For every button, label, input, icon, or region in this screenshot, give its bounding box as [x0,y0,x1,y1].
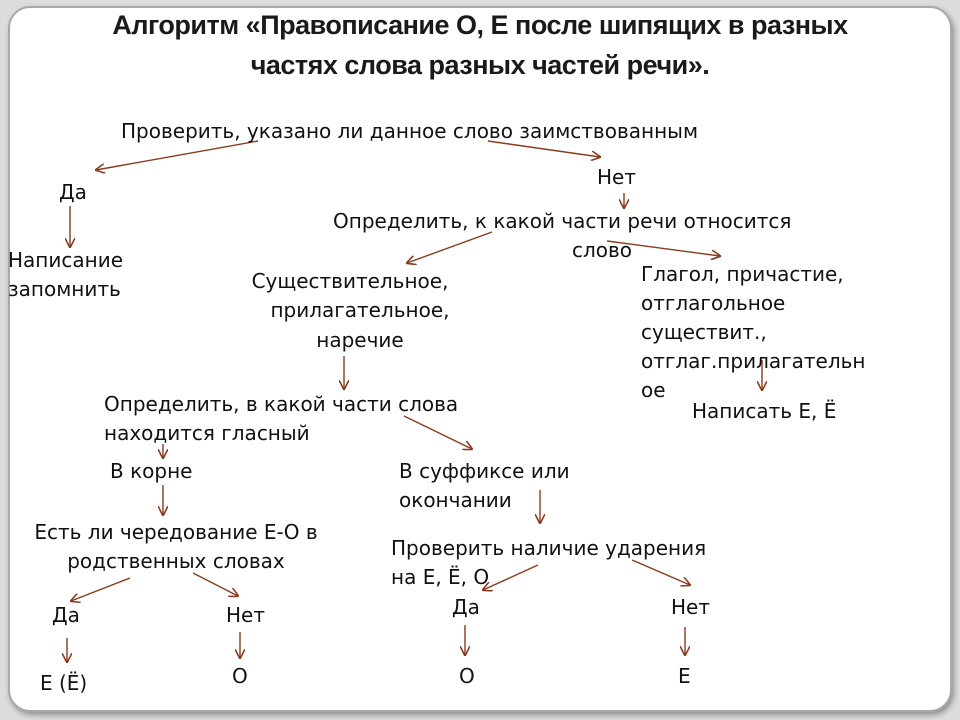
node-verb-group-line-3: существит., [641,320,767,344]
arrow-alternation-to-no [193,573,238,596]
node-noun-group-line-1: Существительное, [251,269,449,293]
arrow-check-to-yes [96,141,258,170]
arrow-stress-to-yes [483,565,538,590]
node-stress-yes: Да [452,595,480,619]
arrow-alternation-to-yes [71,578,130,601]
title-line-1: Алгоритм «Правописание О, Е после шипящих в разных [112,10,848,40]
node-verb-group-line-5: ое [641,378,666,402]
node-stress-no: Нет [671,595,710,619]
node-result-e: Е [678,664,691,688]
node-result-e-yo: Е (Ё) [40,671,88,695]
node-result-o-stress: О [459,664,475,688]
node-in-suffix-line-2: окончании [399,488,512,512]
node-determine-pos-line-2: слово [572,238,633,262]
node-alt-yes: Да [52,603,80,627]
node-check-stress-line-2: на Е, Ё, О [391,565,490,589]
node-noun-group-line-3: наречие [316,328,404,352]
node-yes-borrowed: Да [59,180,87,204]
node-write-e: Написать Е, Ё [692,399,837,423]
arrow-part-to-suffix [404,416,472,449]
node-no-borrowed: Нет [597,165,636,189]
arrow-pos-to-noun [407,232,492,263]
node-alt-no: Нет [226,603,265,627]
node-result-o-alt: О [232,664,248,688]
arrow-stress-to-no [632,560,690,585]
node-noun-group-line-2: прилагательное, [270,298,450,322]
node-determine-part-line-2: находится гласный [104,421,310,445]
node-verb-group-line-2: отглагольное [641,291,786,315]
node-check-borrowed: Проверить, указано ли данное слово заимствованным [121,119,699,143]
node-check-stress-line-1: Проверить наличие ударения [391,536,707,560]
node-in-root: В корне [110,459,193,483]
node-in-suffix-line-1: В суффиксе или [399,459,570,483]
node-alternation-line-2: родственных словах [67,549,285,573]
node-determine-part-line-1: Определить, в какой части слова [104,392,459,416]
node-alternation-line-1: Есть ли чередование Е-О в [34,520,318,544]
title-line-2: частях слова разных частей речи». [250,50,710,80]
node-determine-pos-line-1: Определить, к какой части речи относится [333,209,792,233]
node-verb-group-line-4: отглаг.прилагательн [641,349,866,373]
node-verb-group-line-1: Глагол, причастие, [641,262,844,286]
node-memorize-line-1: Написание [8,248,123,272]
node-memorize-line-2: запомнить [8,277,121,301]
